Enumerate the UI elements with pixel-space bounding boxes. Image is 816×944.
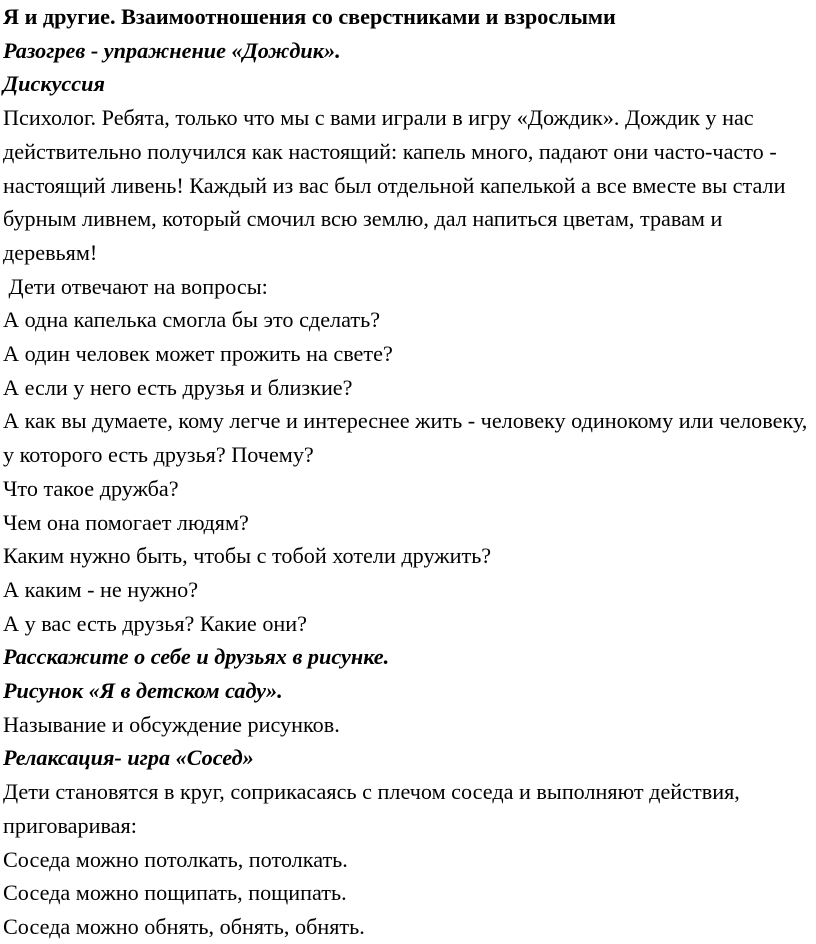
question-item: А каким - не нужно? — [3, 576, 199, 602]
question-item: А у вас есть друзья? Какие они? — [3, 610, 308, 636]
drawing-paragraph: Называние и обсуждение рисунков. — [3, 711, 340, 737]
document-title: Я и другие. Взаимоотношения со сверстниками и взрослыми — [3, 4, 616, 29]
warmup-heading: Разогрев - упражнение «Дождик». — [3, 37, 341, 63]
question-item: Чем она помогает людям? — [3, 509, 249, 535]
document-body — [3, 0, 816, 944]
verse-line: Соседа можно потолкать, потолкать. — [3, 846, 348, 872]
question-item: А как вы думаете, кому легче и интереснее жить - человеку одинокому или человеку, у которого есть друзья? Почему? — [3, 408, 808, 468]
relaxation-heading: Релаксация- игра «Сосед» — [3, 745, 254, 771]
children-answer-line: Дети отвечают на вопросы: — [3, 273, 268, 299]
question-item: А один человек может прожить на свете? — [3, 341, 393, 367]
question-item: А если у него есть друзья и близкие? — [3, 374, 353, 400]
psychologist-paragraph: Психолог. Ребята, только что мы с вами играли в игру «Дождик». Дождик у нас действительно получился как настоящий: капель много, падают они часто-часто - настоящий ливень! Каждый из вас был отдельной капелькой а все вместе вы стали бурным ливнем, который смочил всю землю, дал напиться цветам, травам и деревьям! — [3, 105, 786, 265]
drawing-heading: Рисунок «Я в детском саду». — [3, 678, 283, 704]
verse-line: Соседа можно обнять, обнять, обнять. — [3, 913, 365, 939]
question-item: Каким нужно быть, чтобы с тобой хотели дружить? — [3, 543, 492, 569]
verse-line: Соседа можно пощипать, пощипать. — [3, 880, 347, 906]
discussion-heading: Дискуссия — [3, 71, 105, 97]
question-item: Что такое дружба? — [3, 475, 179, 501]
tell-heading: Расскажите о себе и друзьях в рисунке. — [3, 644, 390, 670]
question-item: А одна капелька смогла бы это сделать? — [3, 307, 381, 333]
relaxation-paragraph: Дети становятся в круг, соприкасаясь с плечом соседа и выполняют действия, приговаривая: — [3, 779, 740, 838]
